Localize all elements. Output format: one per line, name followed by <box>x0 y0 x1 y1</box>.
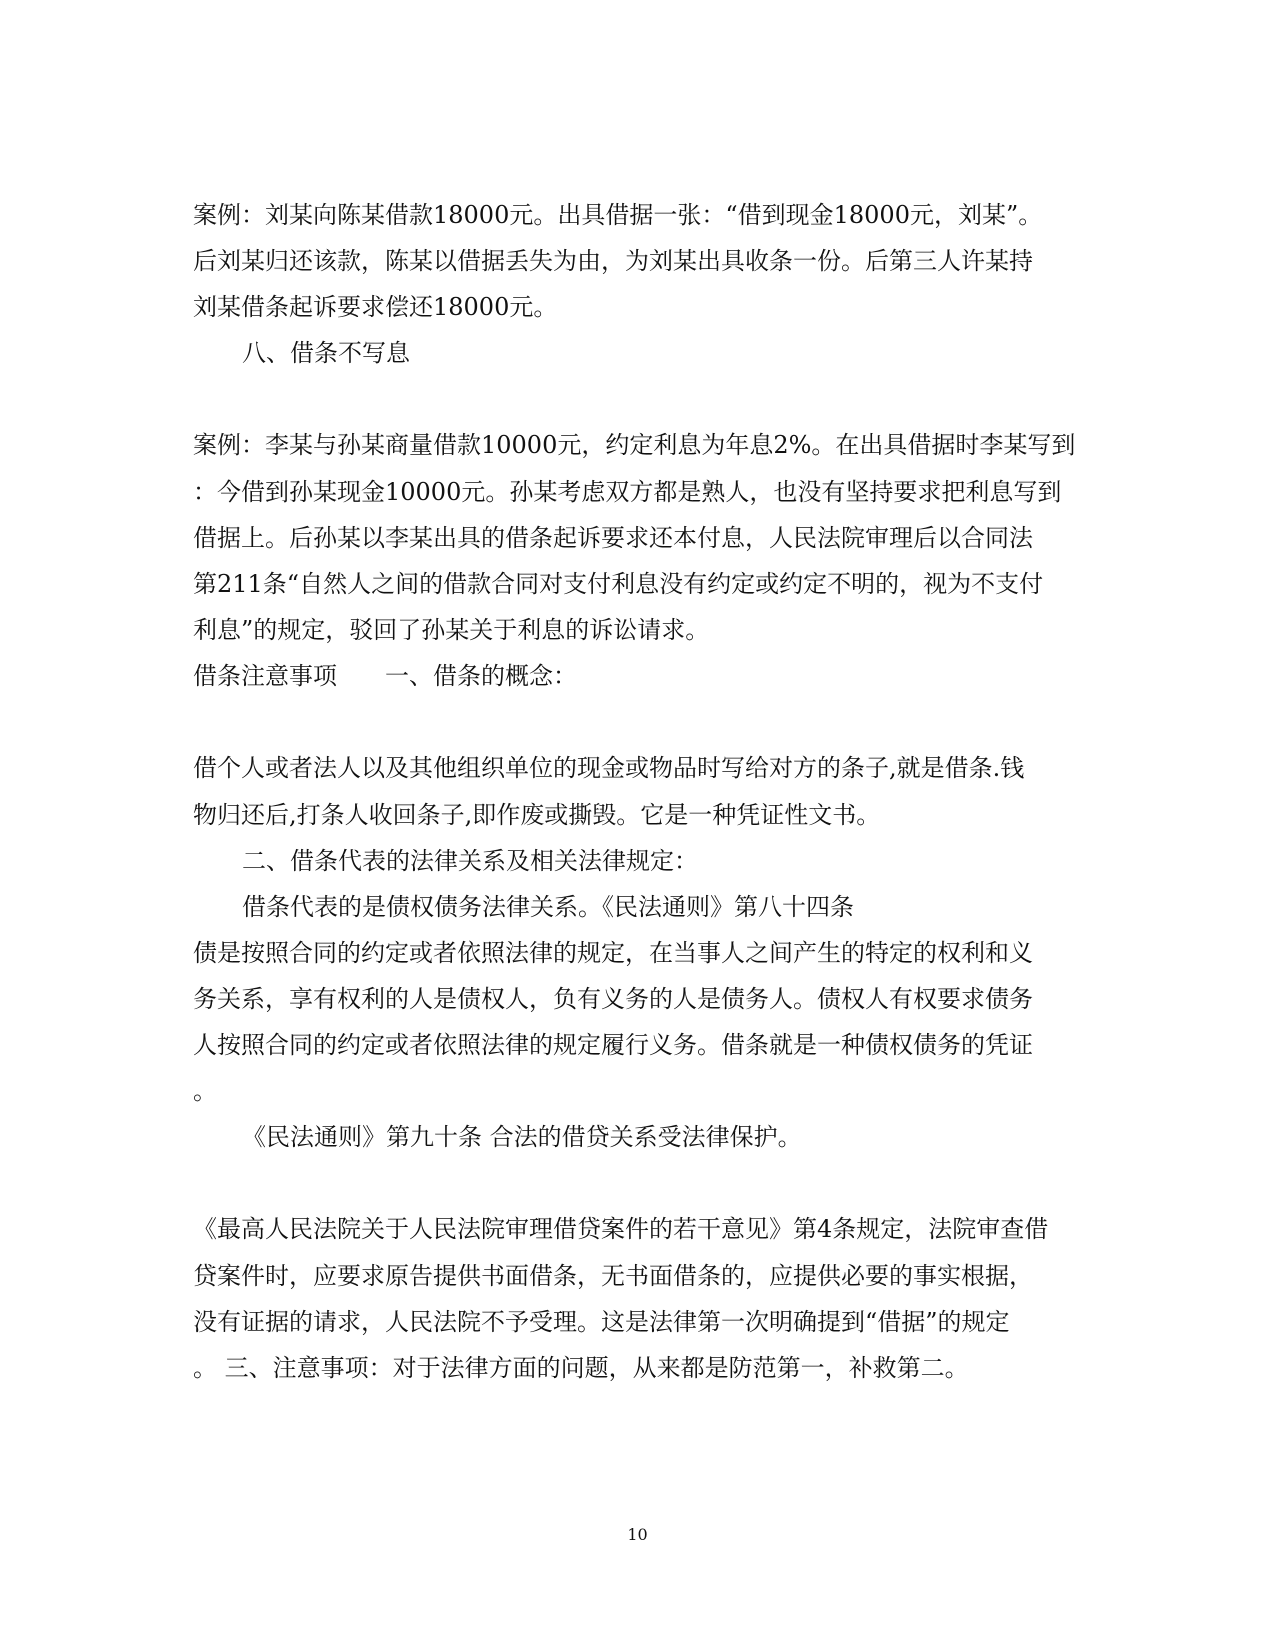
section-heading: 借条注意事项 一、借条的概念： <box>193 662 577 690</box>
page-number: 10 <box>627 1525 648 1544</box>
body-line: 。 三、注意事项：对于法律方面的问题，从来都是防范第一，补救第二。 <box>193 1354 969 1382</box>
body-line: 借据上。后孙某以李某出具的借条起诉要求还本付息，人民法院审理后以合同法 <box>193 524 1033 552</box>
body-line: 《最高人民法院关于人民法院审理借贷案件的若干意见》第4条规定，法院审查借 <box>193 1215 1049 1243</box>
section-heading: 二、借条代表的法律关系及相关法律规定： <box>242 847 698 875</box>
body-line: 借条代表的是债权债务法律关系。《民法通则》第八十四条 <box>242 893 854 921</box>
body-line: 后刘某归还该款，陈某以借据丢失为由，为刘某出具收条一份。后第三人许某持 <box>193 247 1033 275</box>
body-line: 债是按照合同的约定或者依照法律的规定，在当事人之间产生的特定的权利和义 <box>193 939 1033 967</box>
section-heading: 八、借条不写息 <box>242 339 410 367</box>
body-line: 利息”的规定，驳回了孙某关于利息的诉讼请求。 <box>193 616 710 644</box>
body-line: 物归还后,打条人收回条子,即作废或撕毁。它是一种凭证性文书。 <box>193 801 881 829</box>
body-line: 务关系，享有权利的人是债权人，负有义务的人是债务人。债权人有权要求债务 <box>193 985 1033 1013</box>
body-line: 没有证据的请求，人民法院不予受理。这是法律第一次明确提到“借据”的规定 <box>193 1308 1010 1336</box>
body-line: 贷案件时，应要求原告提供书面借条，无书面借条的，应提供必要的事实根据， <box>193 1262 1033 1290</box>
body-line: 人按照合同的约定或者依照法律的规定履行义务。借条就是一种债权债务的凭证 <box>193 1031 1033 1059</box>
body-line: 案例：李某与孙某商量借款10000元，约定利息为年息2%。在出具借据时李某写到 <box>193 431 1076 459</box>
body-line: 。 <box>193 1077 217 1105</box>
body-line: 第211条“自然人之间的借款合同对支付利息没有约定或约定不明的，视为不支付 <box>193 570 1044 598</box>
body-line: 刘某借条起诉要求偿还18000元。 <box>193 293 558 321</box>
body-line: ：今借到孙某现金10000元。孙某考虑双方都是熟人，也没有坚持要求把利息写到 <box>193 478 1062 506</box>
body-line: 借个人或者法人以及其他组织单位的现金或物品时写给对方的条子,就是借条.钱 <box>193 754 1025 782</box>
body-line: 《民法通则》第九十条 合法的借贷关系受法律保护。 <box>242 1123 802 1151</box>
body-line: 案例：刘某向陈某借款18000元。出具借据一张：“借到现金18000元，刘某”。 <box>193 201 1043 229</box>
